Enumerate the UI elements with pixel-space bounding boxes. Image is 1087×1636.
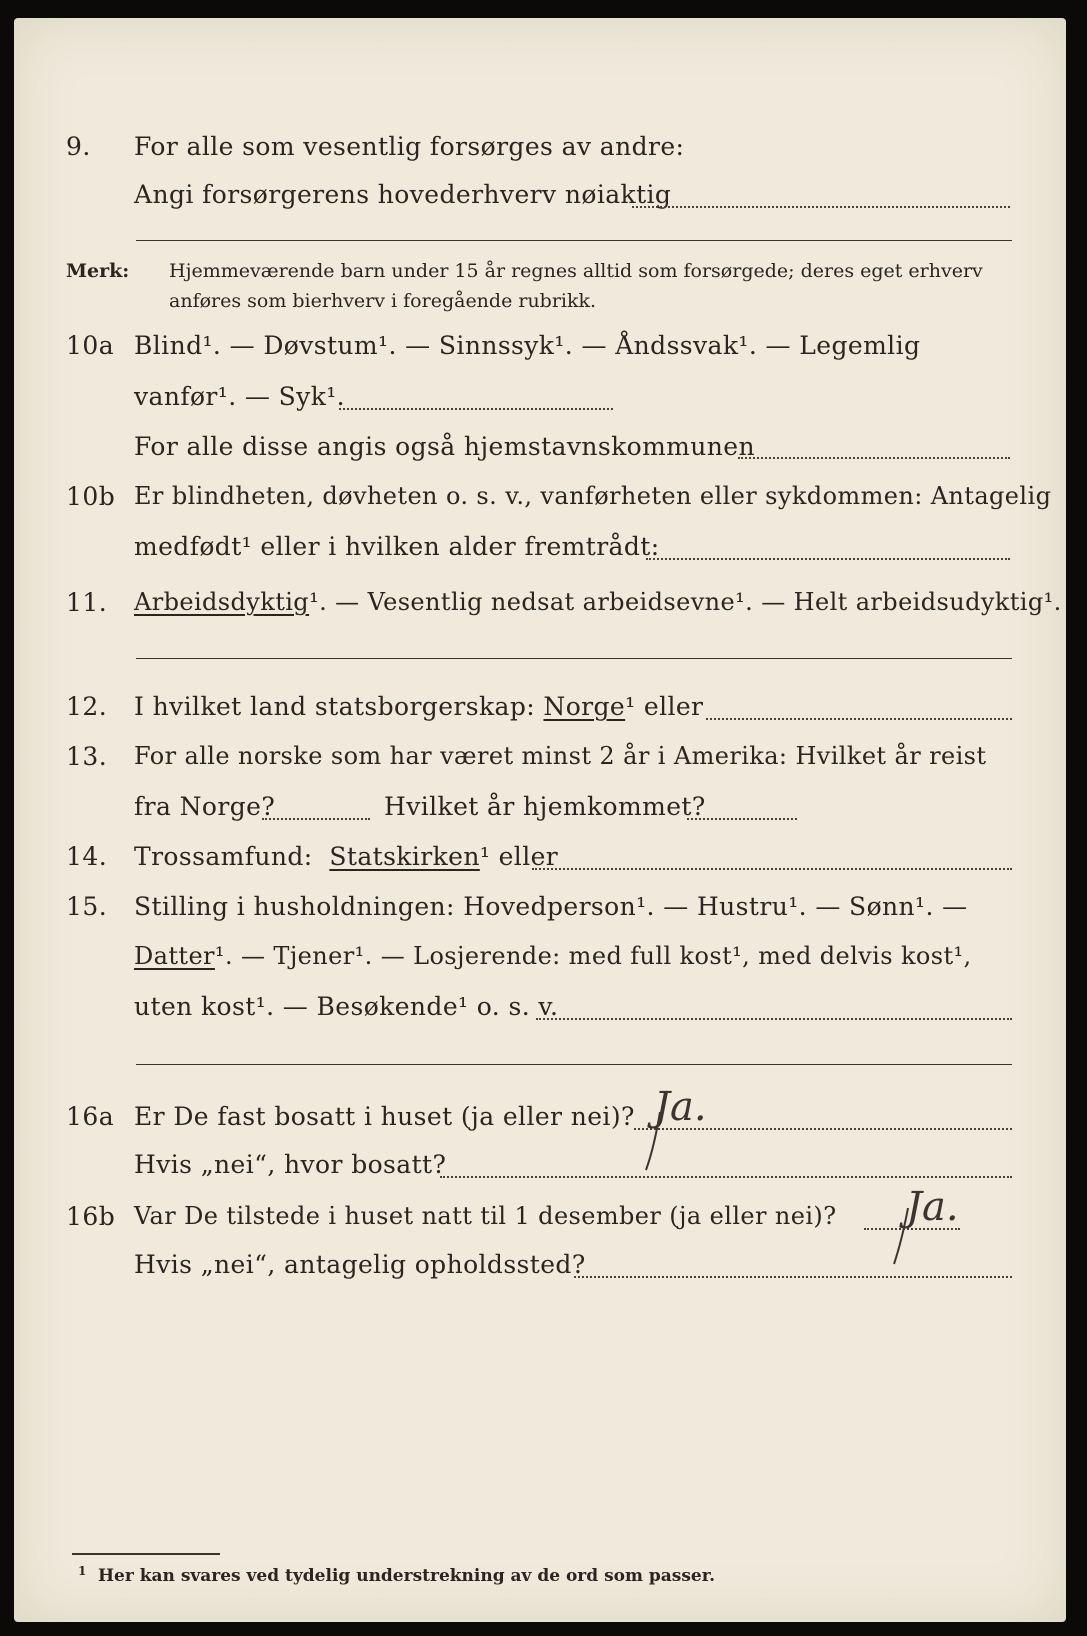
q10a-number: 10a <box>66 331 115 360</box>
q10a-hometown-line[interactable] <box>738 457 1010 459</box>
q16b-line2: Hvis „nei“, antagelig opholdssted? <box>134 1250 586 1279</box>
q15-line2-rest: ¹. — Tjener¹. — Losjerende: med full kost¹, med delvis kost¹, <box>214 942 972 970</box>
q16b-line1: Var De tilstede i huset natt til 1 desember (ja eller nei)? <box>134 1202 837 1230</box>
q15-answer-line[interactable] <box>536 1018 1012 1020</box>
q14-text <box>134 842 558 871</box>
q12-selected-option[interactable]: Norge <box>543 692 626 721</box>
q9-second-line <box>136 240 1012 241</box>
q12-answer-line[interactable] <box>706 718 1012 720</box>
q13-year-left-line[interactable] <box>262 818 370 820</box>
q12-eller: ¹ eller <box>625 692 704 721</box>
q10a-line3: For alle disse angis også hjemstavnskommunen <box>134 432 755 461</box>
q12-text <box>134 692 703 721</box>
q16b-number: 16b <box>66 1202 116 1231</box>
q9-answer-line[interactable] <box>632 206 1010 208</box>
q16a-number: 16a <box>66 1102 115 1131</box>
q15-line <box>136 1064 1012 1065</box>
q12-number: 12. <box>66 692 108 721</box>
q10a-line2: vanfør¹. — Syk¹. <box>134 382 346 411</box>
q11-line <box>136 658 1012 659</box>
q12-label: I hvilket land statsborgerskap: <box>134 692 536 721</box>
q10b-answer-line[interactable] <box>646 558 1010 560</box>
q11-selected-option[interactable]: Arbeidsdyktig <box>134 588 310 616</box>
q13-line1: For alle norske som har været minst 2 år i Amerika: Hvilket år reist <box>134 742 987 770</box>
census-form-page <box>14 18 1066 1622</box>
q16b-answer-stroke <box>882 1204 922 1274</box>
q11-number: 11. <box>66 588 108 617</box>
q10b-line1: Er blindheten, døvheten o. s. v., vanførheten eller sykdommen: Antagelig <box>134 482 1052 510</box>
q16a-answer-stroke <box>636 1108 676 1178</box>
q11-text <box>134 588 1062 616</box>
footnote-text: Her kan svares ved tydelig understrekning av de ord som passer. <box>98 1566 716 1586</box>
q14-selected-option[interactable]: Statskirken <box>329 842 480 871</box>
q10b-number: 10b <box>66 482 116 511</box>
q15-line2 <box>134 942 972 970</box>
q13-number: 13. <box>66 742 108 771</box>
q16a-address-line[interactable] <box>440 1176 1012 1178</box>
q14-label: Trossamfund: <box>134 842 313 871</box>
q13-year-return-line[interactable] <box>687 818 797 820</box>
q9-line2: Angi forsørgerens hovederhverv nøiaktig <box>134 180 672 209</box>
q15-line3: uten kost¹. — Besøkende¹ o. s. v. <box>134 992 559 1021</box>
q15-number: 15. <box>66 892 108 921</box>
q16a-line1: Er De fast bosatt i huset (ja eller nei)? <box>134 1102 635 1131</box>
merk-label: Merk: <box>66 260 130 282</box>
q14-eller: ¹ eller <box>479 842 559 871</box>
footnote-mark: 1 <box>78 1564 87 1578</box>
q14-number: 14. <box>66 842 108 871</box>
merk-line2: anføres som bierhverv i foregående rubrikk. <box>169 290 597 312</box>
q9-number: 9. <box>66 132 91 161</box>
q16b-location-line[interactable] <box>574 1276 1012 1278</box>
q16a-handwritten-answer: Ja. <box>654 1084 707 1130</box>
q14-answer-line[interactable] <box>532 868 1012 870</box>
q13-line2b: Hvilket år hjemkommet? <box>384 792 706 821</box>
q16a-line2: Hvis „nei“, hvor bosatt? <box>134 1150 447 1179</box>
q15-line1: Stilling i husholdningen: Hovedperson¹. — Hustru¹. — Sønn¹. — <box>134 892 968 921</box>
q9-line1: For alle som vesentlig forsørges av andre: <box>134 132 685 161</box>
merk-line1: Hjemmeværende barn under 15 år regnes alltid som forsørgede; deres eget erhverv <box>169 260 983 282</box>
q15-selected-option[interactable]: Datter <box>134 942 215 970</box>
q10a-answer-line[interactable] <box>339 408 613 410</box>
q11-rest: ¹. — Vesentlig nedsat arbeidsevne¹. — Helt arbeidsudyktig¹. <box>309 588 1062 616</box>
q10b-line2: medfødt¹ eller i hvilken alder fremtrådt: <box>134 532 660 561</box>
q13-line2a: fra Norge? <box>134 792 276 821</box>
q10a-line1: Blind¹. — Døvstum¹. — Sinnssyk¹. — Åndssvak¹. — Legemlig <box>134 331 921 360</box>
footnote-rule <box>72 1553 220 1555</box>
q16b-handwritten-answer: Ja. <box>906 1184 959 1230</box>
